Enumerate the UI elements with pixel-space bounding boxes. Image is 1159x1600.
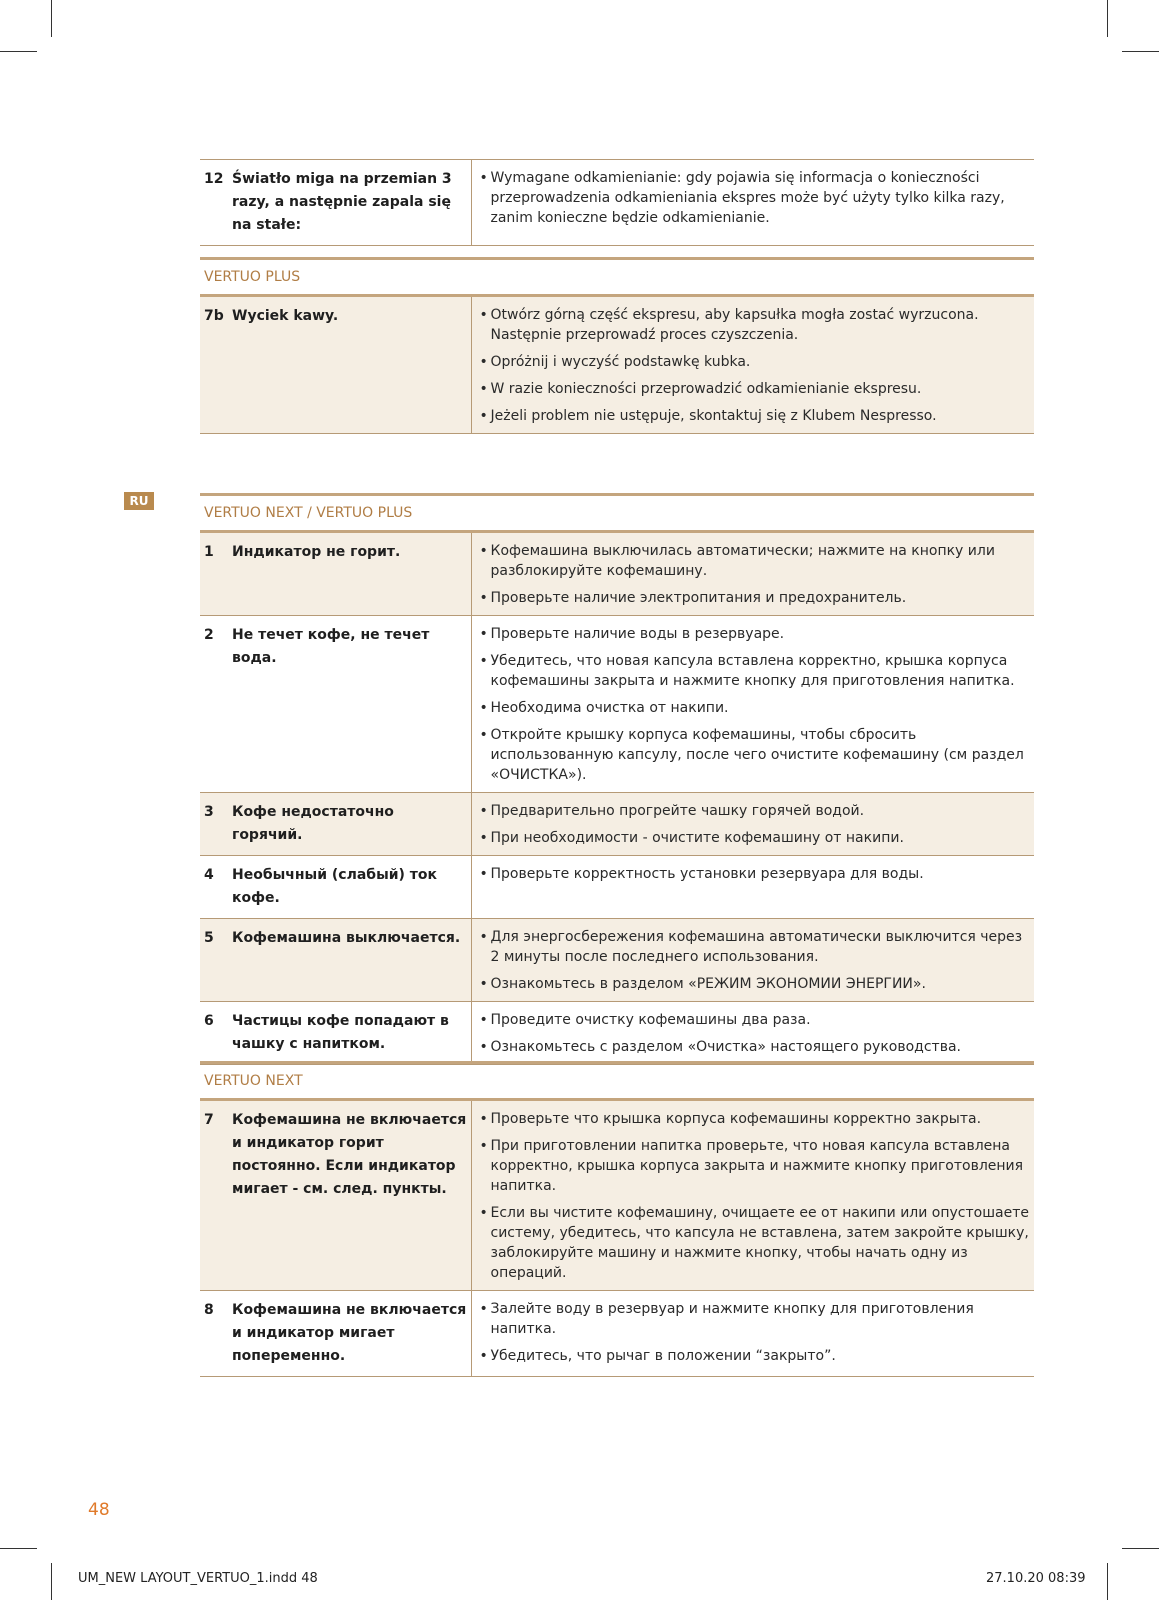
row-number: 7b bbox=[204, 308, 224, 324]
troubleshoot-section-vertuo-next-plus bbox=[200, 493, 1034, 1065]
table-row bbox=[200, 1100, 1034, 1291]
crop-mark bbox=[1122, 1548, 1159, 1549]
solution-cell bbox=[471, 616, 1034, 793]
problem-text: Не течет кофе, не течет вода. bbox=[232, 627, 430, 666]
solution-cell bbox=[471, 1291, 1034, 1377]
footer-filename: UM_NEW LAYOUT_VERTUO_1.indd 48 bbox=[78, 1571, 318, 1586]
crop-mark bbox=[1122, 51, 1159, 52]
solution-bullet: • Если вы чистите кофемашину, очищаете ее от накипи или опустошаете систему, убедитесь, что капсула не вставлена, затем закройте крышку, заблокируйте машину и нажмите кнопку, чтобы начать одну из операций. bbox=[479, 1205, 1029, 1281]
table-row bbox=[200, 532, 1034, 616]
section-title: VERTUO NEXT bbox=[200, 1061, 1034, 1098]
crop-mark bbox=[51, 0, 52, 37]
troubleshoot-table bbox=[200, 1098, 1034, 1377]
table-row bbox=[200, 793, 1034, 856]
solution-bullet: • При необходимости - очистите кофемашину от накипи. bbox=[479, 830, 904, 846]
solution-bullet: • Для энергосбережения кофемашина автоматически выключится через 2 минуты после последнего использования. bbox=[479, 929, 1023, 965]
row-number: 1 bbox=[204, 544, 214, 560]
page-number: 48 bbox=[88, 1500, 110, 1520]
table-row bbox=[200, 919, 1034, 1002]
solution-bullet: • Otwórz górną część ekspresu, aby kapsułka mogła zostać wyrzucona. Następnie przeprowadź proces czyszczenia. bbox=[479, 307, 979, 343]
problem-cell bbox=[200, 160, 471, 246]
troubleshoot-table bbox=[200, 530, 1034, 1065]
solution-cell bbox=[471, 1002, 1034, 1065]
row-number: 2 bbox=[204, 627, 214, 643]
solution-cell bbox=[471, 1100, 1034, 1291]
section-title: VERTUO NEXT / VERTUO PLUS bbox=[200, 493, 1034, 530]
row-number: 5 bbox=[204, 930, 214, 946]
table-row bbox=[200, 296, 1034, 434]
problem-text: Кофемашина не включается и индикатор горит постоянно. Если индикатор мигает - см. след. пункты. bbox=[232, 1112, 467, 1197]
solution-bullet: • Предварительно прогрейте чашку горячей водой. bbox=[479, 803, 865, 819]
problem-text: Światło miga na przemian 3 razy, a następnie zapala się na stałe: bbox=[232, 171, 452, 233]
solution-cell bbox=[471, 919, 1034, 1002]
problem-cell bbox=[200, 532, 471, 616]
solution-bullet: • Проверьте корректность установки резервуара для воды. bbox=[479, 866, 924, 882]
solution-bullet: • Wymagane odkamienianie: gdy pojawia się informacja o konieczności przeprowadzenia odkamieniania ekspres może być użyty tylko kilka razy, zanim konieczne będzie odkamienianie. bbox=[479, 170, 1005, 226]
solution-cell bbox=[471, 532, 1034, 616]
problem-cell bbox=[200, 856, 471, 919]
problem-text: Кофемашина выключается. bbox=[232, 930, 461, 946]
solution-bullet: • Залейте воду в резервуар и нажмите кнопку для приготовления напитка. bbox=[479, 1301, 974, 1337]
problem-cell bbox=[200, 1002, 471, 1065]
solution-cell bbox=[471, 296, 1034, 434]
section-title: VERTUO PLUS bbox=[200, 257, 1034, 294]
solution-bullet: • W razie konieczności przeprowadzić odkamienianie ekspresu. bbox=[479, 381, 922, 397]
row-number: 7 bbox=[204, 1112, 214, 1128]
language-badge: RU bbox=[124, 492, 154, 510]
troubleshoot-section-pl-top bbox=[200, 159, 1034, 246]
problem-text: Частицы кофе попадают в чашку с напитком. bbox=[232, 1013, 449, 1052]
row-number: 3 bbox=[204, 804, 214, 820]
crop-mark bbox=[1107, 1563, 1108, 1600]
troubleshoot-section-vertuo-plus bbox=[200, 257, 1034, 434]
problem-cell bbox=[200, 616, 471, 793]
troubleshoot-table bbox=[200, 159, 1034, 246]
table-row bbox=[200, 1291, 1034, 1377]
table-row bbox=[200, 160, 1034, 246]
problem-cell bbox=[200, 919, 471, 1002]
solution-bullet: • Убедитесь, что рычаг в положении “закрыто”. bbox=[479, 1348, 836, 1364]
solution-bullet: • Проверьте наличие воды в резервуаре. bbox=[479, 626, 785, 642]
table-row bbox=[200, 616, 1034, 793]
problem-cell bbox=[200, 1291, 471, 1377]
row-number: 8 bbox=[204, 1302, 214, 1318]
solution-bullet: • Проведите очистку кофемашины два раза. bbox=[479, 1012, 811, 1028]
footer-timestamp: 27.10.20 08:39 bbox=[986, 1571, 1086, 1586]
crop-mark bbox=[51, 1563, 52, 1600]
problem-text: Wyciek kawy. bbox=[232, 308, 339, 324]
troubleshoot-table bbox=[200, 294, 1034, 434]
crop-mark bbox=[0, 1548, 37, 1549]
solution-bullet: • Opróżnij i wyczyść podstawkę kubka. bbox=[479, 354, 751, 370]
solution-cell bbox=[471, 856, 1034, 919]
crop-mark bbox=[1107, 0, 1108, 37]
solution-bullet: • Необходима очистка от накипи. bbox=[479, 700, 729, 716]
row-number: 6 bbox=[204, 1013, 214, 1029]
solution-bullet: • При приготовлении напитка проверьте, что новая капсула вставлена корректно, крышка корпуса закрыта и нажмите кнопку приготовления напитка. bbox=[479, 1138, 1024, 1194]
row-number: 12 bbox=[204, 171, 224, 187]
solution-bullet: • Проверьте наличие электропитания и предохранитель. bbox=[479, 590, 907, 606]
problem-text: Кофемашина не включается и индикатор мигает попеременно. bbox=[232, 1302, 467, 1364]
problem-cell bbox=[200, 1100, 471, 1291]
solution-cell bbox=[471, 160, 1034, 246]
solution-bullet: • Убедитесь, что новая капсула вставлена корректно, крышка корпуса кофемашины закрыта и нажмите кнопку для приготовления напитка. bbox=[479, 653, 1015, 689]
solution-bullet: • Ознакомьтесь в разделом «РЕЖИМ ЭКОНОМИИ ЭНЕРГИИ». bbox=[479, 976, 926, 992]
problem-text: Индикатор не горит. bbox=[232, 544, 401, 560]
table-row bbox=[200, 1002, 1034, 1065]
crop-mark bbox=[0, 51, 37, 52]
problem-cell bbox=[200, 793, 471, 856]
problem-text: Кофе недостаточно горячий. bbox=[232, 804, 394, 843]
table-row bbox=[200, 856, 1034, 919]
row-number: 4 bbox=[204, 867, 214, 883]
solution-bullet: • Откройте крышку корпуса кофемашины, чтобы сбросить использованную капсулу, после чего очистите кофемашину (см раздел «ОЧИСТКА»). bbox=[479, 727, 1024, 783]
solution-bullet: • Проверьте что крышка корпуса кофемашины корректно закрыта. bbox=[479, 1111, 982, 1127]
solution-bullet: • Jeżeli problem nie ustępuje, skontaktuj się z Klubem Nespresso. bbox=[479, 408, 937, 424]
solution-bullet: • Ознакомьтесь с разделом «Очистка» настоящего руководства. bbox=[479, 1039, 961, 1055]
problem-text: Необычный (слабый) ток кофе. bbox=[232, 867, 438, 906]
troubleshoot-section-vertuo-next bbox=[200, 1061, 1034, 1377]
problem-cell bbox=[200, 296, 471, 434]
solution-cell bbox=[471, 793, 1034, 856]
solution-bullet: • Кофемашина выключилась автоматически; нажмите на кнопку или разблокируйте кофемашину. bbox=[479, 543, 995, 579]
